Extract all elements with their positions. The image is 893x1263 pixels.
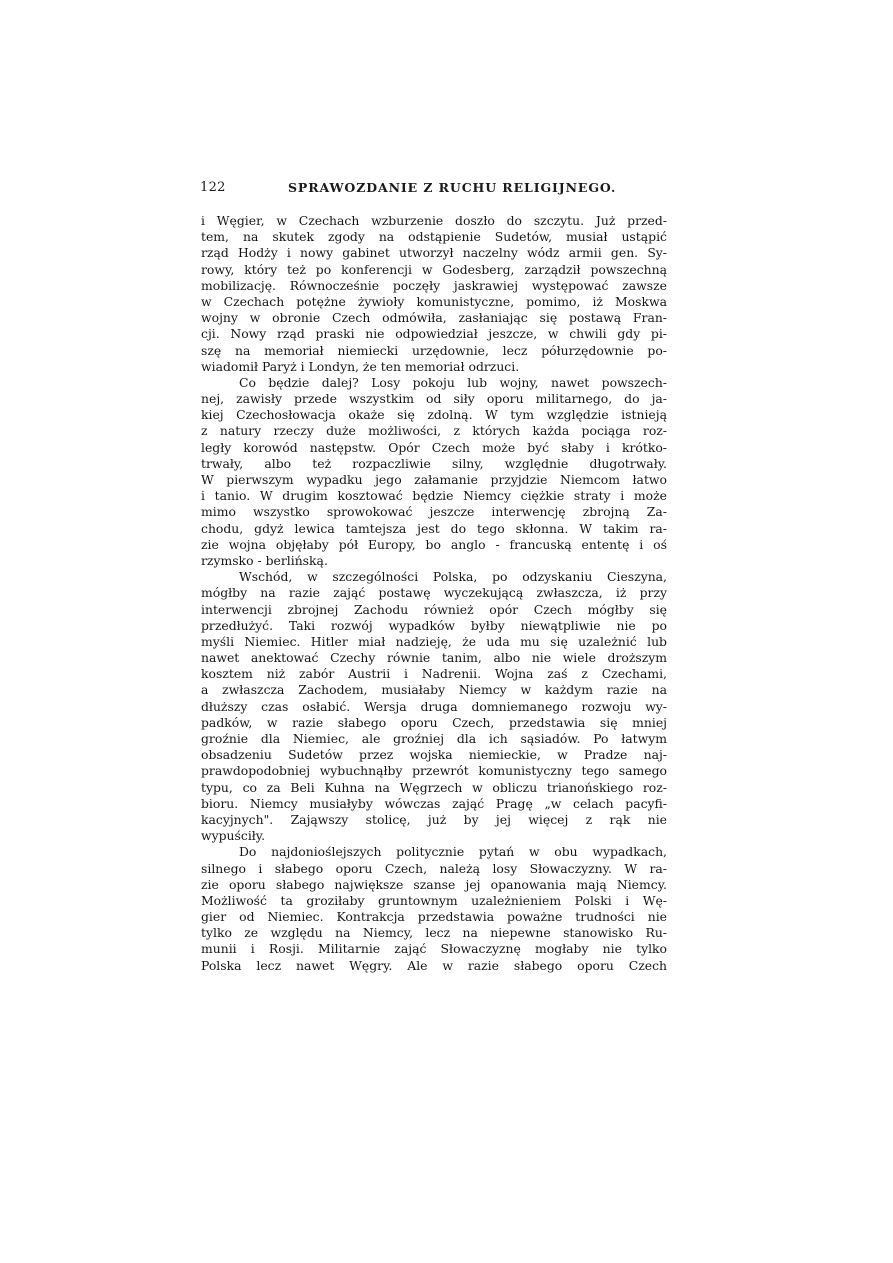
running-title: SPRAWOZDANIE Z RUCHU RELIGIJNEGO. (288, 180, 617, 195)
text-line: prawdopodobniej wybuchnąłby przewrót komunistyczny tego samego (201, 763, 667, 779)
text-line: w Czechach potężne żywioły komunistyczne, pomimo, iż Moskwa (201, 293, 667, 309)
text-line: zie oporu słabego największe szanse jej opanowania mają Niemcy. (201, 876, 667, 892)
text-line: trwały, albo też rozpaczliwie silny, względnie długotrwały. (201, 455, 667, 471)
text-line: Możliwość ta groziłaby gruntownym uzależnieniem Polski i Wę- (201, 892, 667, 908)
text-line: rowy, który też po konferencji w Godesberg, zarządził powszechną (201, 261, 667, 277)
text-line: tem, na skutek zgody na odstąpienie Sudetów, musiał ustąpić (201, 229, 667, 245)
paragraph (201, 375, 667, 569)
text-line: padków, w razie słabego oporu Czech, przedstawia się mniej (201, 714, 667, 730)
text-line: bioru. Niemcy musiałyby wówczas zająć Pragę „w celach pacyfi- (201, 795, 667, 811)
text-line: przedłużyć. Taki rozwój wypadków byłby niewątpliwie nie po (201, 617, 667, 633)
text-line: kiej Czechosłowacja okaże się zdolną. W tym względzie istnieją (201, 407, 667, 423)
text-line: wojny w obronie Czech odmówiła, zasłaniając się postawą Fran- (201, 310, 667, 326)
text-line: tylko ze względu na Niemcy, lecz na niepewne stanowisko Ru- (201, 925, 667, 941)
text-line: mimo wszystko sprowokować jeszcze interwencję zbrojną Za- (201, 504, 667, 520)
paragraph (201, 844, 667, 974)
text-line: zie wojna objęłaby pół Europy, bo anglo - francuską ententę i oś (201, 536, 667, 552)
text-line: silnego i słabego oporu Czech, należą losy Słowaczyzny. W ra- (201, 860, 667, 876)
text-line: Do najdonioślejszych politycznie pytań w obu wypadkach, (239, 844, 667, 860)
text-line: z natury rzeczy duże możliwości, z których każda pociąga roz- (201, 423, 667, 439)
text-line: nawet anektować Czechy równie tanim, albo nie wiele droższym (201, 650, 667, 666)
text-line: groźnie dla Niemiec, ale groźniej dla ich sąsiadów. Po łatwym (201, 731, 667, 746)
text-line: wiadomił Paryż i Londyn, że ten memoriał odrzuci. (201, 358, 520, 374)
text-line: myśli Niemiec. Hitler miał nadzieję, że uda mu się uzależnić lub (201, 633, 667, 649)
text-line: kosztem niż zabór Austrii i Nadrenii. Wojna zaś z Czechami, (201, 666, 667, 682)
paragraph (201, 213, 667, 375)
text-line: cji. Nowy rząd praski nie odpowiedział jeszcze, w chwili gdy pi- (201, 326, 667, 342)
text-line: dłuższy czas osłabić. Wersja druga domniemanego rozwoju wy- (201, 698, 667, 714)
text-line: W pierwszym wypadku jego załamanie przyjdzie Niemcom łatwo (201, 472, 667, 487)
body-text (201, 213, 667, 974)
text-line: mógłby na razie zająć postawę wyczekującą zwłaszcza, iż przy (201, 585, 667, 601)
text-line: Wschód, w szczególności Polska, po odzyskaniu Cieszyna, (239, 569, 667, 585)
text-line: nej, zawisły przede wszystkim od siły oporu militarnego, do ja- (201, 391, 667, 407)
text-line: Polska lecz nawet Węgry. Ale w razie słabego oporu Czech (201, 957, 667, 973)
text-line: i Węgier, w Czechach wzburzenie doszło do szczytu. Już przed- (201, 213, 667, 228)
text-line: kacyjnych". Zająwszy stolicę, już by jej więcej z rąk nie (201, 811, 667, 827)
text-line: obsadzeniu Sudetów przez wojska niemieckie, w Pradze naj- (201, 747, 667, 763)
text-line: interwencji zbrojnej Zachodu również opór Czech mógłby się (201, 601, 667, 617)
text-line: chodu, gdyż lewica tamtejsza jest do tego skłonna. W takim ra- (201, 520, 667, 536)
text-line: rząd Hodży i nowy gabinet utworzył naczelny wódz armii gen. Sy- (201, 245, 667, 261)
text-line: szę na memoriał niemiecki urzędownie, lecz półurzędownie po- (201, 342, 667, 358)
text-line: i tanio. W drugim kosztować będzie Niemcy ciężkie straty i może (201, 488, 667, 504)
text-line: mobilizację. Równocześnie poczęły jaskrawiej występować zawsze (201, 277, 667, 293)
text-line: rzymsko - berlińską. (201, 552, 328, 568)
paragraph (201, 569, 667, 844)
text-line: Co będzie dalej? Losy pokoju lub wojny, nawet powszech- (239, 374, 667, 390)
page-header (200, 180, 670, 200)
text-line: gier od Niemiec. Kontrakcja przedstawia poważne trudności nie (201, 909, 667, 925)
text-line: munii i Rosji. Militarnie zająć Słowaczyznę mogłaby nie tylko (201, 941, 667, 957)
page-number: 122 (200, 180, 226, 195)
text-line: wypuściły. (201, 828, 266, 844)
text-line: legły korowód następstw. Opór Czech może być słaby i krótko- (201, 439, 667, 455)
text-line: a zwłaszcza Zachodem, musiałaby Niemcy w każdym razie na (201, 682, 667, 698)
text-line: typu, co za Beli Kuhna na Węgrzech w obliczu trianońskiego roz- (201, 779, 667, 795)
